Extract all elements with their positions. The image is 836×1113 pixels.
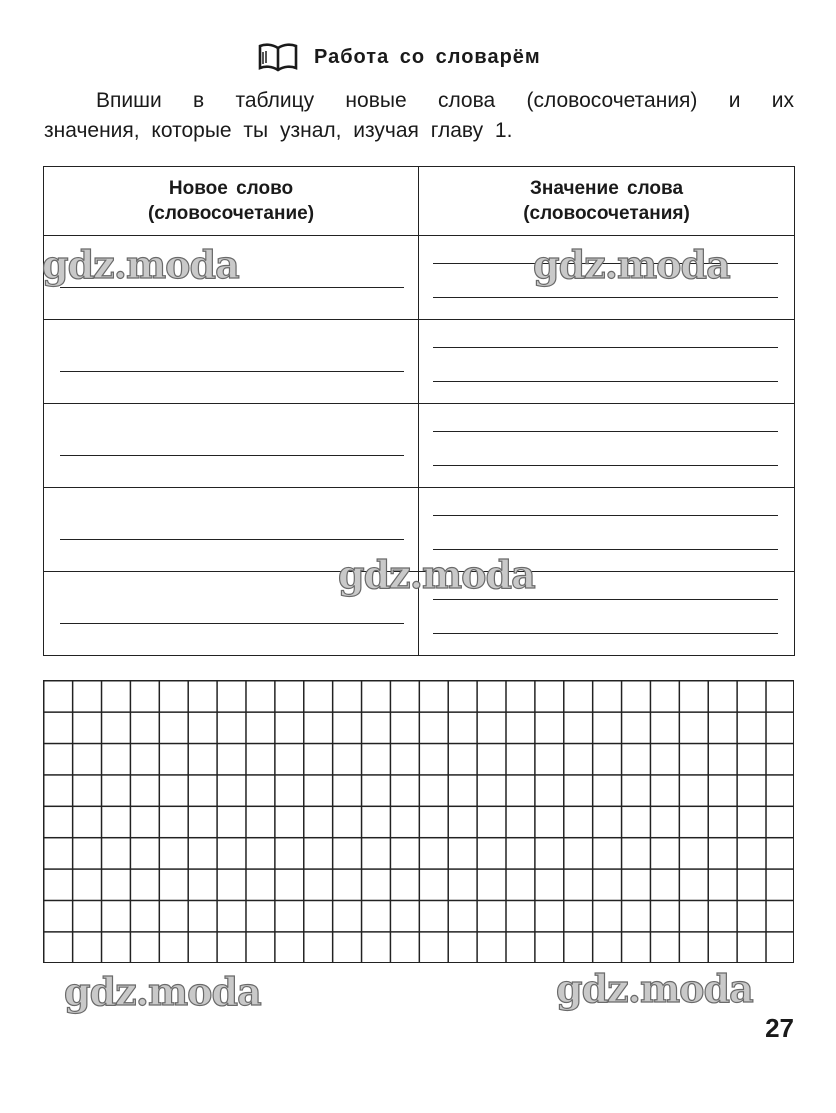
writing-line <box>433 431 778 432</box>
column-header-new-word <box>44 167 419 236</box>
writing-line <box>433 381 778 382</box>
table-row <box>44 320 795 404</box>
writing-line <box>433 633 778 634</box>
writing-line <box>433 515 778 516</box>
column-header-meaning-line-1: Значение слова <box>529 178 684 199</box>
watermark: gdz.moda <box>533 242 730 287</box>
new-word-cell[interactable] <box>44 404 419 488</box>
writing-line <box>433 297 778 298</box>
writing-line <box>60 371 404 372</box>
instruction-text <box>44 86 794 146</box>
section-title: Работа со словарём <box>314 45 541 68</box>
writing-line <box>60 539 404 540</box>
column-header-meaning <box>419 167 795 236</box>
table-header-row <box>44 167 795 236</box>
writing-line <box>433 347 778 348</box>
watermark: gdz.moda <box>42 242 239 287</box>
writing-line <box>433 465 778 466</box>
writing-line <box>433 599 778 600</box>
column-header-meaning-line-2: (словосочетания) <box>523 203 690 224</box>
meaning-cell[interactable] <box>419 404 795 488</box>
writing-line <box>60 455 404 456</box>
graph-paper-grid[interactable] <box>43 680 794 963</box>
column-header-new-word-line-1: Новое слово <box>168 178 294 199</box>
table-row <box>44 404 795 488</box>
writing-line <box>60 287 404 288</box>
watermark: gdz.moda <box>338 552 535 597</box>
instruction-line-1: Впиши в таблицу новые слова (словосочетания) и их <box>96 89 794 112</box>
open-book-icon <box>258 42 298 72</box>
column-header-new-word-line-2: (словосочетание) <box>147 203 315 224</box>
watermark: gdz.moda <box>556 966 753 1011</box>
section-header <box>258 40 541 74</box>
instruction-line-2: значения, которые ты узнал, изучая главу 1. <box>44 119 513 142</box>
writing-line <box>60 623 404 624</box>
writing-line <box>433 549 778 550</box>
new-word-cell[interactable] <box>44 320 419 404</box>
meaning-cell[interactable] <box>419 320 795 404</box>
watermark: gdz.moda <box>64 969 261 1014</box>
page-number: 27 <box>765 1013 794 1043</box>
